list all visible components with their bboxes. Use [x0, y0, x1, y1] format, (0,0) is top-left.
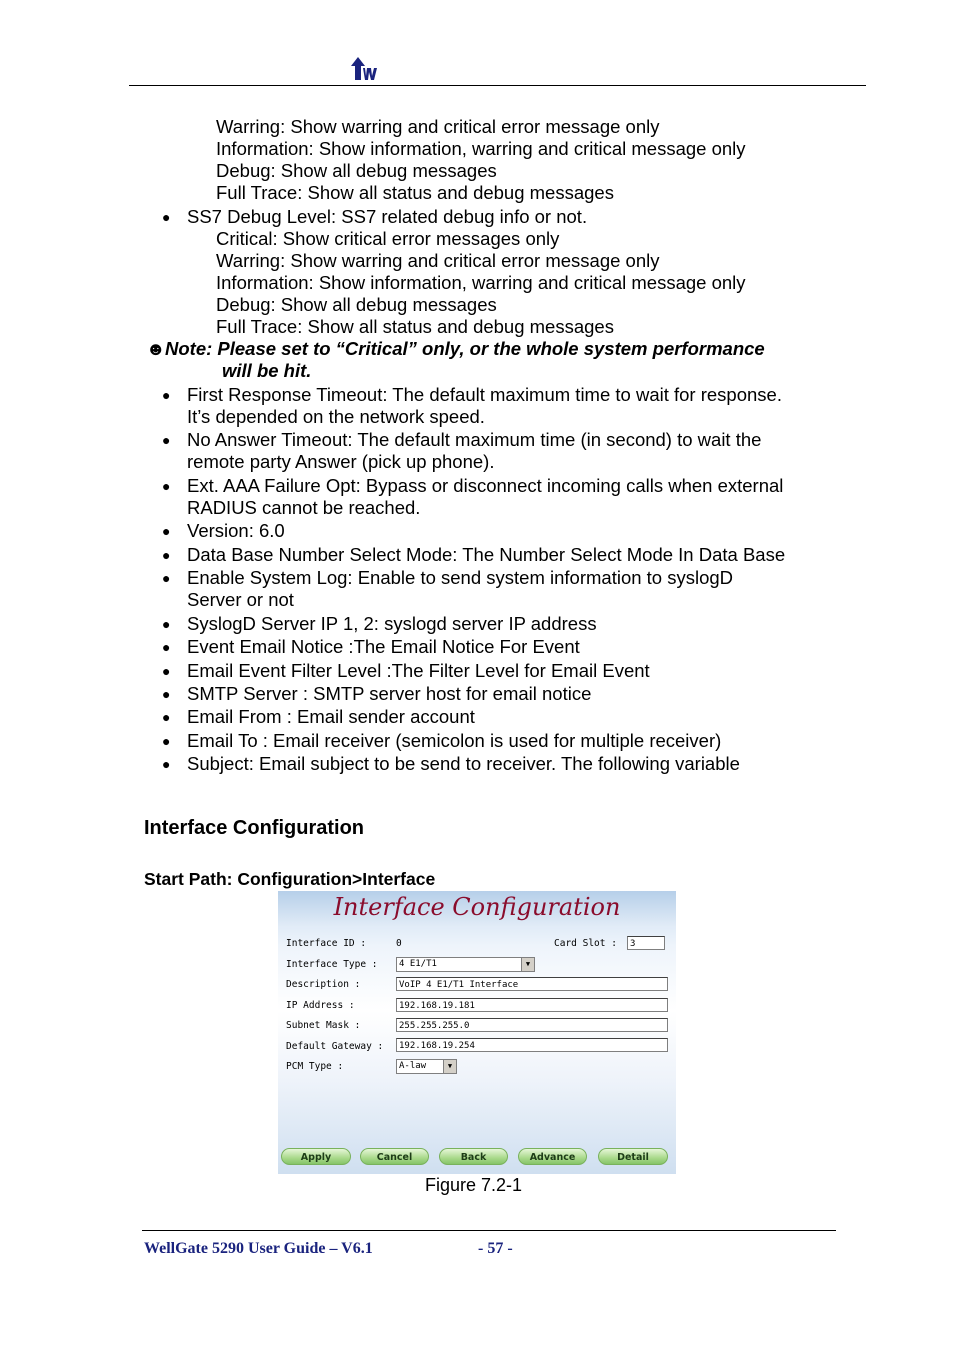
section-heading: Interface Configuration: [144, 817, 365, 839]
bullet-icon: ●: [162, 523, 171, 539]
list-item-continuation: It’s depended on the network speed.: [187, 406, 485, 427]
log-level-item: Full Trace: Show all status and debug messages: [216, 182, 614, 203]
cancel-button[interactable]: Cancel: [360, 1148, 429, 1165]
interface-id-value: 0: [396, 938, 402, 949]
list-item: Ext. AAA Failure Opt: Bypass or disconnect incoming calls when external: [187, 475, 784, 496]
footer-page-number: - 57 -: [478, 1240, 513, 1257]
list-item: Email To : Email receiver (semicolon is used for multiple receiver): [187, 730, 722, 751]
list-item: Enable System Log: Enable to send system information to syslogD: [187, 567, 734, 588]
bullet-icon: ●: [162, 733, 171, 749]
list-item: Email From : Email sender account: [187, 706, 475, 727]
detail-button[interactable]: Detail: [598, 1148, 668, 1165]
list-item-continuation: RADIUS cannot be reached.: [187, 497, 421, 518]
list-item: Data Base Number Select Mode: The Number Select Mode In Data Base: [187, 544, 786, 565]
bullet-icon: ●: [162, 686, 171, 702]
interface-id-label: Interface ID :: [286, 938, 367, 949]
bullet-icon: ●: [162, 387, 171, 403]
log-level-item: Warring: Show warring and critical error message only: [216, 116, 660, 137]
list-item: Event Email Notice :The Email Notice For Event: [187, 636, 580, 657]
list-item: Subject: Email subject to be send to receiver. The following variable: [187, 753, 740, 774]
default-gateway-label: Default Gateway :: [286, 1041, 384, 1052]
log-level-item: Debug: Show all debug messages: [216, 294, 497, 315]
footer-guide-title: WellGate 5290 User Guide – V6.1: [144, 1240, 373, 1257]
footer-divider: [142, 1230, 836, 1231]
bullet-icon: ●: [162, 616, 171, 632]
company-logo-icon: [349, 56, 379, 82]
log-level-item: Full Trace: Show all status and debug messages: [216, 316, 614, 337]
pcm-type-select[interactable]: [396, 1059, 457, 1074]
description-label: Description :: [286, 979, 361, 990]
bullet-icon: ●: [162, 709, 171, 725]
interface-type-label: Interface Type :: [286, 959, 378, 970]
list-item: First Response Timeout: The default maximum time to wait for response.: [187, 384, 782, 405]
bullet-icon: ●: [162, 547, 171, 563]
screenshot-title: Interface Configuration: [333, 893, 621, 921]
bullet-icon: ●: [162, 478, 171, 494]
bullet-icon: ●: [162, 570, 171, 586]
subnet-mask-label: Subnet Mask :: [286, 1020, 361, 1031]
default-gateway-input[interactable]: 192.168.19.254: [396, 1038, 668, 1052]
bullet-icon: ●: [162, 756, 171, 772]
list-item: No Answer Timeout: The default maximum time (in second) to wait the: [187, 429, 762, 450]
start-path-heading: Start Path: Configuration>Interface: [144, 869, 436, 889]
list-item-continuation: remote party Answer (pick up phone).: [187, 451, 495, 472]
bullet-icon: ●: [162, 663, 171, 679]
log-level-item: Information: Show information, warring and critical message only: [216, 272, 746, 293]
list-item: Email Event Filter Level :The Filter Level for Email Event: [187, 660, 650, 681]
log-level-item: Critical: Show critical error messages only: [216, 228, 560, 249]
log-level-item: Debug: Show all debug messages: [216, 160, 497, 181]
log-level-item: Warring: Show warring and critical error message only: [216, 250, 660, 271]
list-item-continuation: Server or not: [187, 589, 294, 610]
log-level-item: Information: Show information, warring and critical message only: [216, 138, 746, 159]
list-item: SyslogD Server IP 1, 2: syslogd server IP address: [187, 613, 597, 634]
bullet-icon: ●: [162, 209, 171, 225]
bullet-icon: ●: [162, 432, 171, 448]
interface-type-value: 4 E1/T1: [399, 959, 437, 969]
list-item: SMTP Server : SMTP server host for email notice: [187, 683, 592, 704]
advance-button[interactable]: Advance: [518, 1148, 587, 1165]
pcm-type-label: PCM Type :: [286, 1061, 344, 1072]
smiley-icon: ☻: [146, 338, 166, 359]
apply-button[interactable]: Apply: [281, 1148, 351, 1165]
dropdown-arrow-icon[interactable]: ▼: [443, 1060, 456, 1073]
dropdown-arrow-icon[interactable]: ▼: [521, 958, 534, 971]
bullet-icon: ●: [162, 639, 171, 655]
list-item: Version: 6.0: [187, 520, 285, 541]
subnet-mask-input[interactable]: 255.255.255.0: [396, 1018, 668, 1032]
card-slot-label: Card Slot :: [554, 938, 617, 949]
interface-config-screenshot: [278, 891, 676, 1174]
note-line-1: Note: Please set to “Critical” only, or the whole system performance: [165, 338, 765, 359]
ip-address-label: IP Address :: [286, 1000, 355, 1011]
card-slot-input[interactable]: 3: [627, 936, 665, 950]
ss7-debug-bullet: SS7 Debug Level: SS7 related debug info or not.: [187, 206, 588, 227]
figure-caption: Figure 7.2-1: [425, 1175, 523, 1195]
note-line-2: will be hit.: [222, 360, 312, 381]
header-divider: [129, 85, 866, 86]
interface-type-select[interactable]: [396, 957, 535, 972]
ip-address-input[interactable]: 192.168.19.181: [396, 998, 668, 1012]
back-button[interactable]: Back: [439, 1148, 508, 1165]
pcm-type-value: A-law: [399, 1061, 427, 1071]
description-input[interactable]: VoIP 4 E1/T1 Interface: [396, 977, 668, 991]
